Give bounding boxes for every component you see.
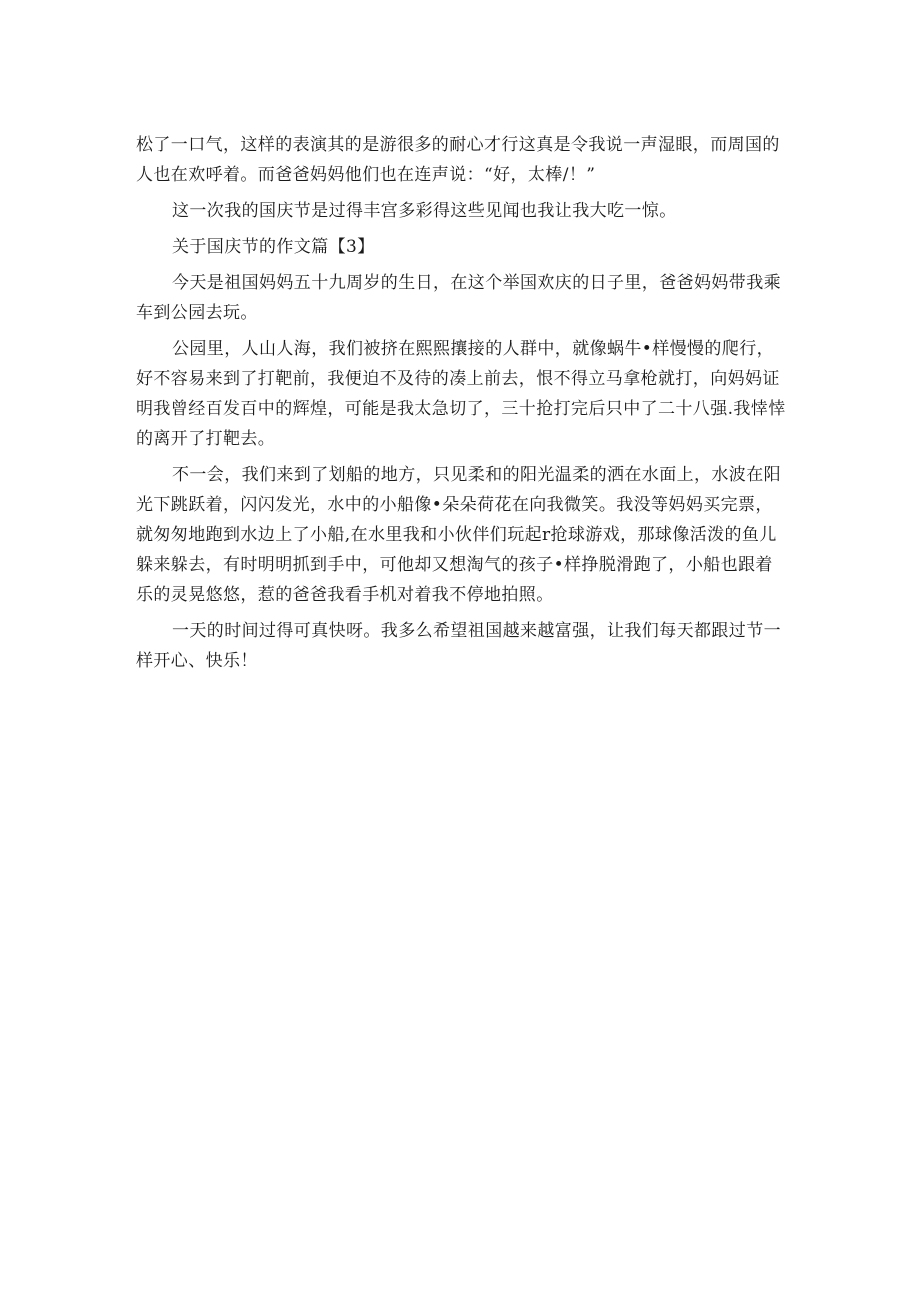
paragraph-1: 松了一口气，这样的表演其的是游很多的耐心才行这真是令我说一声湿眼，而周国的人也在欢呼着。而爸爸妈妈他们也在连声说：“好，太棒/！”: [136, 135, 780, 185]
paragraph-4: 公园里，人山人海，我们被挤在熙熙攘接的人群中，就像蜗牛•样慢慢的爬行，好不容易来到了打靶前，我便迫不及待的凑上前去，恨不得立马拿枪就打，向妈妈证明我曾经百发百中的辉煌，可能是我太急切了，三十抢打完后只中了二十八强.我悻悻的离开了打靶去。: [136, 339, 786, 449]
section-heading: 关于国庆节的作文篇【3】: [172, 237, 375, 257]
paragraph-5: 不一会，我们来到了划船的地方，只见柔和的阳光温柔的洒在水面上，水波在阳光下跳跃着，闪闪发光，水中的小船像•朵朵荷花在向我微笑。我没等妈妈买完票，就匆匆地跑到水边上了小船,在水里我和小伙伴们玩起r抢球游戏，那球像活泼的鱼儿躲来躲去，有时明明抓到手中，可他却又想淘气的孩子•样挣脱滑跑了，小船也跟着乐的灵晃悠悠，惹的爸爸我看手机对着我不停地拍照。: [136, 465, 781, 605]
document-body: [136, 130, 786, 682]
paragraph-2: 这一次我的国庆节是过得丰宫多彩得这些见闻也我让我大吃一惊。: [172, 201, 677, 221]
paragraph-3: 今天是祖国妈妈五十九周岁的生日，在这个举国欢庆的日子里，爸爸妈妈带我乘车到公园去玩。: [136, 273, 781, 323]
paragraph-6: 一天的时间过得可真快呀。我多么希望祖国越来越富强，让我们每天都跟过节一样开心、快乐！: [136, 621, 781, 671]
